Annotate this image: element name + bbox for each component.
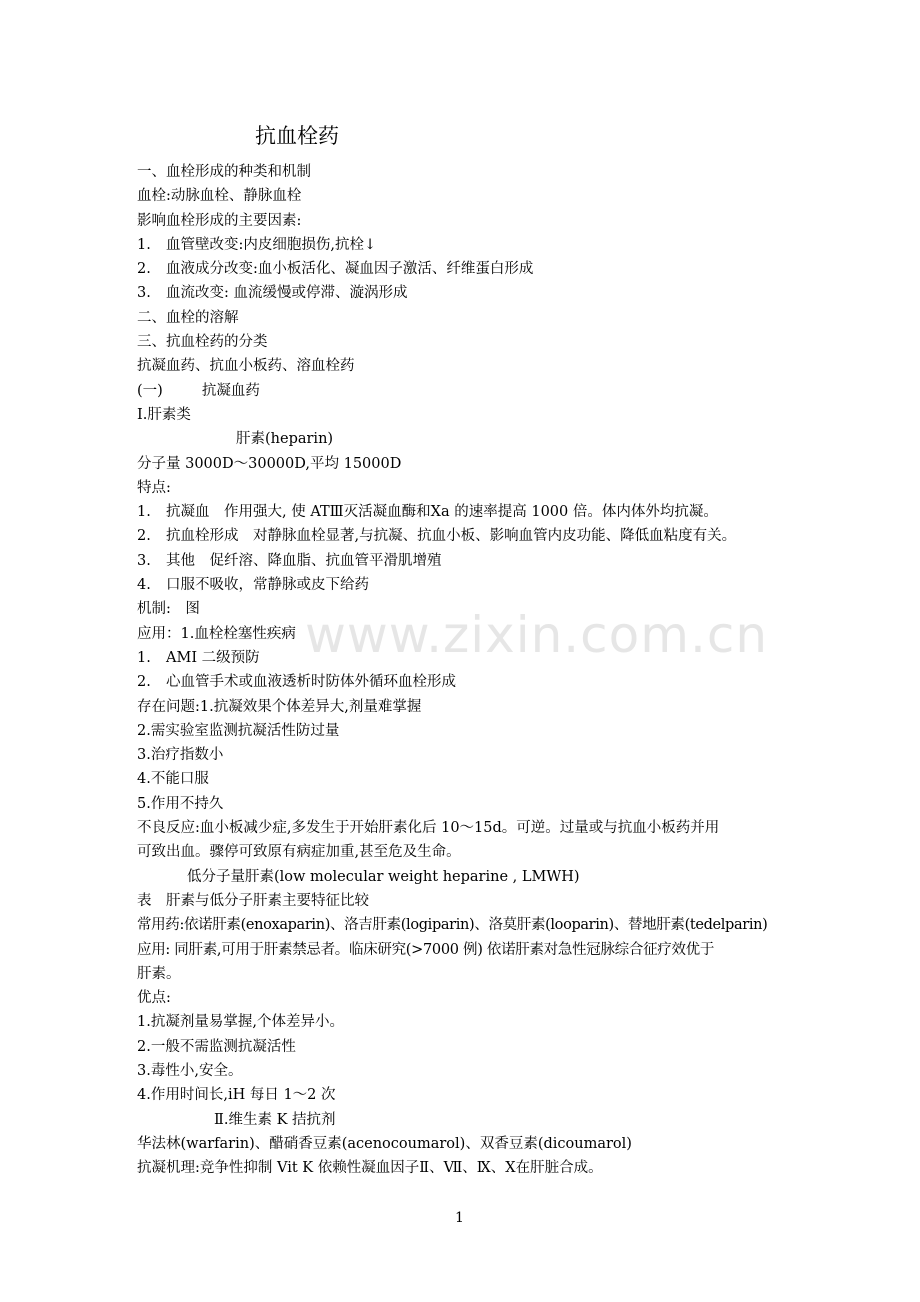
item-text: 口服不吸收，常静脉或皮下给药 xyxy=(166,577,369,594)
text-line: 常用药:依诺肝素(enoxaparin)、洛吉肝素(logiparin)、洛莫肝素(looparin)、替地肝素(tedelparin) xyxy=(137,917,768,934)
item-text: 心血管手术或血液透析时防体外循环血栓形成 xyxy=(166,674,456,691)
item-number: 1. xyxy=(137,649,151,666)
text-line: 抗凝机理:竞争性抑制 Vit K 依赖性凝血因子Ⅱ、Ⅶ、Ⅸ、Ⅹ在肝脏合成。 xyxy=(137,1160,603,1177)
subsection-heading xyxy=(137,379,807,403)
text-line: 3.毒性小,安全。 xyxy=(137,1062,243,1079)
numbered-item xyxy=(137,257,807,281)
text-line: 抗凝血药、抗血小板药、溶血栓药 xyxy=(137,358,355,375)
item-text: AMI 二级预防 xyxy=(166,649,260,666)
numbered-item xyxy=(137,646,807,670)
text-line: 可致出血。骤停可致原有病症加重,甚至危及生命。 xyxy=(137,844,461,861)
subsection-number: (一) xyxy=(137,382,163,399)
numbered-item xyxy=(137,549,807,573)
text-line: 存在问题:1.抗凝效果个体差异大,剂量难掌握 xyxy=(137,698,422,715)
item-text: 抗血栓形成 对静脉血栓显著,与抗凝、抗血小板、影响血管内皮功能、降低血粘度有关。 xyxy=(166,528,737,545)
item-number: 2. xyxy=(137,261,151,278)
item-text: 血液成分改变:血小板活化、凝血因子激活、纤维蛋白形成 xyxy=(166,261,534,278)
text-line: 特点: xyxy=(137,479,171,496)
text-line: 4.不能口服 xyxy=(137,771,209,788)
numbered-item xyxy=(137,670,807,694)
numbered-item xyxy=(137,281,807,305)
text-line: 3.治疗指数小 xyxy=(137,747,224,764)
text-line: 肝素。 xyxy=(137,965,181,982)
text-line: 分子量 3000D～30000D,平均 15000D xyxy=(137,455,402,472)
numbered-item xyxy=(137,500,807,524)
drug-heading: 低分子量肝素(low molecular weight heparine , LMWH) xyxy=(187,868,580,885)
text-line: 优点: xyxy=(137,990,171,1007)
item-number: 2. xyxy=(137,528,151,545)
text-line: 2.一般不需监测抗凝活性 xyxy=(137,1038,296,1055)
text-line: 机制: 图 xyxy=(137,601,200,618)
numbered-item xyxy=(137,573,807,597)
item-text: 抗凝血 作用强大, 使 ATⅢ灭活凝血酶和Ⅹa 的速率提高 1000 倍。体内体外均抗凝。 xyxy=(166,504,718,521)
item-number: 1. xyxy=(137,236,151,253)
item-number: 3. xyxy=(137,552,151,569)
item-text: 血流改变: 血流缓慢或停滞、漩涡形成 xyxy=(166,285,408,302)
section-heading: 一、血栓形成的种类和机制 xyxy=(137,164,311,180)
table-caption: 表 肝素与低分子肝素主要特征比较 xyxy=(137,892,369,909)
text-line: 血栓:动脉血栓、静脉血栓 xyxy=(137,188,302,205)
numbered-item xyxy=(137,524,807,548)
drug-heading: 肝素(heparin) xyxy=(236,431,334,448)
text-line: 影响血栓形成的主要因素: xyxy=(137,212,302,229)
item-text: 血管壁改变:内皮细胞损伤,抗栓↓ xyxy=(166,236,377,253)
text-line: 1.抗凝剂量易掌握,个体差异小。 xyxy=(137,1014,344,1031)
text-line: 4.作用时间长,iH 每日 1～2 次 xyxy=(137,1087,336,1104)
text-line: 应用：1.血栓栓塞性疾病 xyxy=(137,625,296,642)
item-number: 3. xyxy=(137,285,151,302)
section-heading: 二、血栓的溶解 xyxy=(137,309,239,326)
watermark: www.zixin.com.cn xyxy=(305,606,769,664)
text-line: 5.作用不持久 xyxy=(137,795,224,812)
section-heading: 三、抗血栓药的分类 xyxy=(137,334,268,351)
numbered-item xyxy=(137,233,807,257)
item-number: 1. xyxy=(137,504,151,521)
page-number: 1 xyxy=(455,1210,464,1226)
text-line: 不良反应:血小板减少症,多发生于开始肝素化后 10～15d。可逆。过量或与抗血小板药并用 xyxy=(137,820,720,837)
document-body xyxy=(137,160,807,1180)
item-text: 其他 促纤溶、降血脂、抗血管平滑肌增殖 xyxy=(166,552,442,569)
subsection-text: 抗凝血药 xyxy=(201,382,260,399)
item-number: 2. xyxy=(137,674,151,691)
class-heading: Ⅰ.肝素类 xyxy=(137,406,191,423)
text-line: 应用: 同肝素,可用于肝素禁忌者。临床研究(>7000 例) 依诺肝素对急性冠脉综合征疗效优于 xyxy=(137,941,715,958)
text-line: 2.需实验室监测抗凝活性防过量 xyxy=(137,722,340,739)
item-number: 4. xyxy=(137,577,151,594)
page-title: 抗血栓药 xyxy=(255,124,339,148)
class-heading: Ⅱ.维生素 K 拮抗剂 xyxy=(214,1111,336,1128)
text-line: 华法林(warfarin)、醋硝香豆素(acenocoumarol)、双香豆素(dicoumarol) xyxy=(137,1135,632,1152)
